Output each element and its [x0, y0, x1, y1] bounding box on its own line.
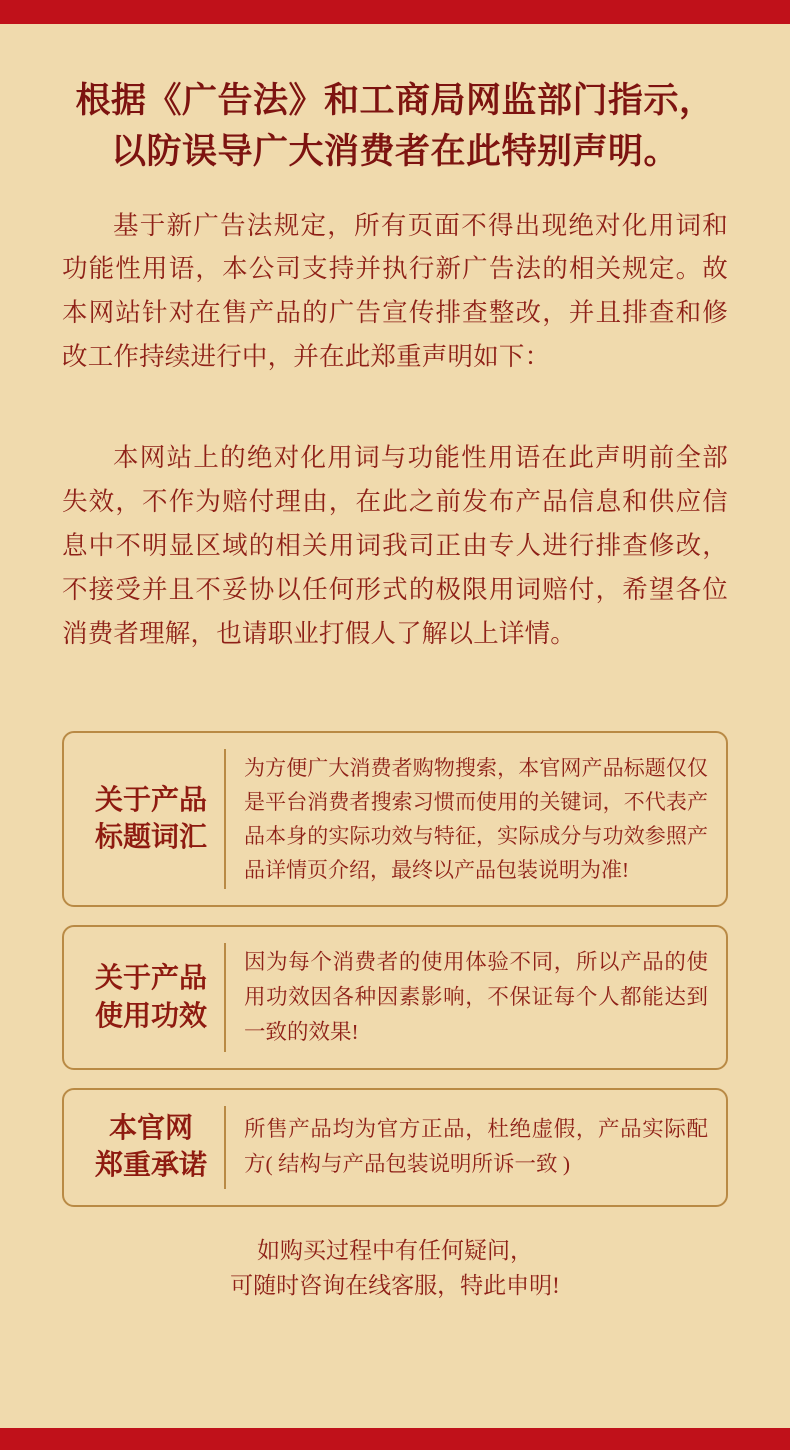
- footer-note: [62, 1233, 728, 1304]
- card-body-official-promise: 所售产品均为官方正品，杜绝虚假，产品实际配方( 结构与产品包装说明所诉一致 ): [244, 1117, 708, 1177]
- card-title-line-1: 关于产品: [94, 963, 207, 995]
- card-title-line-2: 使用功效: [94, 1000, 207, 1032]
- card-title-line-2: 标题词汇: [94, 822, 207, 854]
- card-body-product-efficacy: 因为每个消费者的使用体验不同，所以产品的使用功效因各种因素影响，不保证每个人都能达到一致的效果!: [244, 950, 708, 1044]
- footer-line-2: 可随时咨询在线客服，特此申明!: [230, 1273, 560, 1299]
- card-product-title-terms: [62, 731, 728, 907]
- bottom-red-bar: [0, 1428, 790, 1450]
- content-area: [0, 24, 790, 1428]
- card-title-official-promise: [78, 1106, 226, 1189]
- statement-cards: [62, 731, 728, 1207]
- statement-paragraph-1: 基于新广告法规定，所有页面不得出现绝对化用词和功能性用语，本公司支持并执行新广告法的相关规定。故本网站针对在售产品的广告宣传排查整改，并且排查和修改工作持续进行中，并在此郑重声明如下：: [62, 210, 728, 372]
- page-title: [62, 76, 728, 178]
- statement-paragraph-2: 本网站上的绝对化用词与功能性用语在此声明前全部失效，不作为赔付理由，在此之前发布产品信息和供应信息中不明显区域的相关用词我司正由专人进行排查修改，不接受并且不妥协以任何形式的极限用词赔付，希望各位消费者理解，也请职业打假人了解以上详情。: [62, 443, 728, 648]
- card-title-product-efficacy: [78, 943, 226, 1051]
- top-red-bar: [0, 0, 790, 24]
- card-title-product-title-terms: [78, 749, 226, 889]
- card-title-line-2: 郑重承诺: [94, 1150, 207, 1182]
- card-product-efficacy: [62, 925, 728, 1069]
- card-official-promise: [62, 1088, 728, 1207]
- page-title-line-1: 根据《广告法》和工商局网监部门指示，: [75, 81, 715, 120]
- footer-line-1: 如购买过程中有任何疑问，: [257, 1237, 533, 1263]
- card-title-line-1: 本官网: [108, 1112, 193, 1144]
- card-title-line-1: 关于产品: [94, 784, 207, 816]
- card-body-product-title-terms: 为方便广大消费者购物搜索，本官网产品标题仅仅是平台消费者搜索习惯而使用的关键词，不代表产品本身的实际功效与特征，实际成分与功效参照产品详情页介绍，最终以产品包装说明为准!: [244, 756, 708, 883]
- page-title-line-2: 以防误导广大消费者在此特别声明。: [110, 131, 679, 171]
